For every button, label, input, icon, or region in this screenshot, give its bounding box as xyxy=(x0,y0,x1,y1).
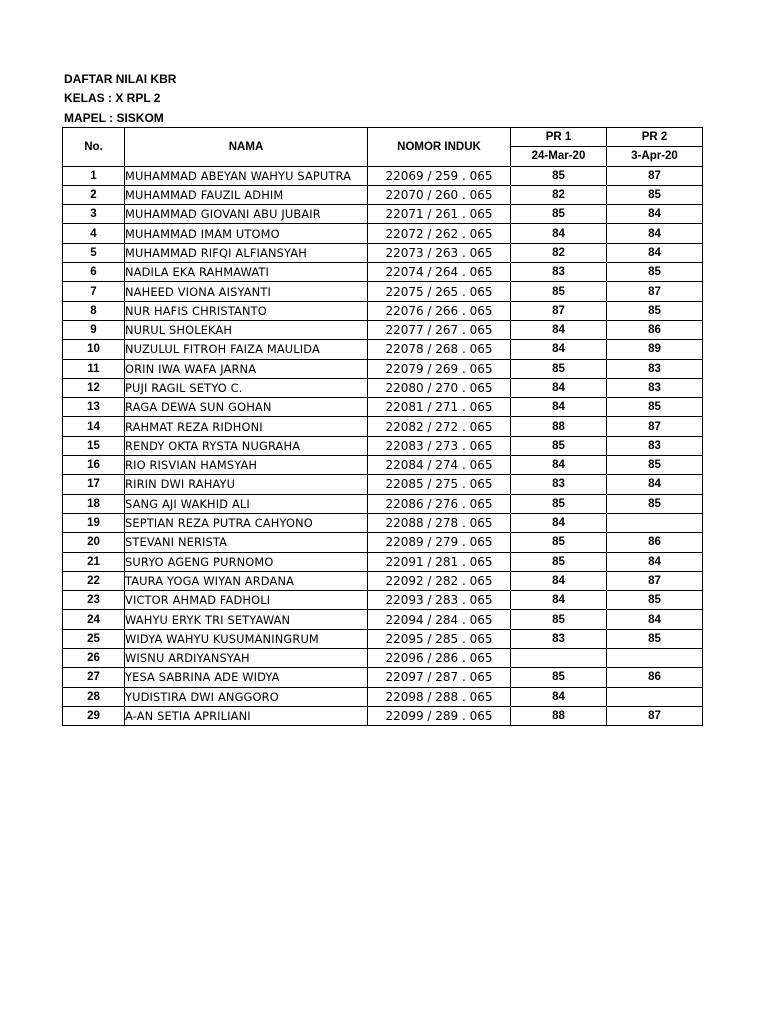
score-pr2: 86 xyxy=(607,320,703,339)
table-row xyxy=(63,436,703,455)
row-number: 12 xyxy=(63,378,125,397)
row-number: 25 xyxy=(63,629,125,648)
student-id: 22083 / 273 . 065 xyxy=(368,436,511,455)
student-id: 22088 / 278 . 065 xyxy=(368,513,511,532)
table-row xyxy=(63,378,703,397)
score-pr2: 87 xyxy=(607,282,703,301)
student-name: NADILA EKA RAHMAWATI xyxy=(125,263,368,282)
score-pr2: 84 xyxy=(607,610,703,629)
score-pr1: 88 xyxy=(511,417,607,436)
table-row xyxy=(63,571,703,590)
student-name: RIRIN DWI RAHAYU xyxy=(125,475,368,494)
student-name: MUHAMMAD IMAM UTOMO xyxy=(125,224,368,243)
score-pr2: 85 xyxy=(607,629,703,648)
student-id: 22085 / 275 . 065 xyxy=(368,475,511,494)
score-pr2: 85 xyxy=(607,398,703,417)
score-pr2: 85 xyxy=(607,301,703,320)
student-id: 22095 / 285 . 065 xyxy=(368,629,511,648)
student-id: 22080 / 270 . 065 xyxy=(368,378,511,397)
table-row xyxy=(63,205,703,224)
score-pr1: 88 xyxy=(511,706,607,725)
student-id: 22099 / 289 . 065 xyxy=(368,706,511,725)
score-pr1: 84 xyxy=(511,591,607,610)
row-number: 18 xyxy=(63,494,125,513)
score-pr2: 87 xyxy=(607,571,703,590)
score-pr1: 85 xyxy=(511,436,607,455)
table-row xyxy=(63,224,703,243)
column-header-nomor-induk: NOMOR INDUK xyxy=(368,128,511,167)
student-name: A-AN SETIA APRILIANI xyxy=(125,706,368,725)
score-pr1: 85 xyxy=(511,494,607,513)
table-row xyxy=(63,263,703,282)
student-id: 22079 / 269 . 065 xyxy=(368,359,511,378)
score-pr2: 83 xyxy=(607,378,703,397)
student-id: 22084 / 274 . 065 xyxy=(368,456,511,475)
student-name: YUDISTIRA DWI ANGGORO xyxy=(125,687,368,706)
row-number: 21 xyxy=(63,552,125,571)
table-row xyxy=(63,706,703,725)
table-row xyxy=(63,166,703,185)
row-number: 22 xyxy=(63,571,125,590)
table-row xyxy=(63,320,703,339)
class-label: KELAS : X RPL 2 xyxy=(64,91,161,106)
student-id: 22089 / 279 . 065 xyxy=(368,533,511,552)
score-pr1: 84 xyxy=(511,224,607,243)
table-row xyxy=(63,591,703,610)
row-number: 20 xyxy=(63,533,125,552)
score-pr2: 83 xyxy=(607,359,703,378)
score-pr2: 85 xyxy=(607,591,703,610)
row-number: 17 xyxy=(63,475,125,494)
row-number: 10 xyxy=(63,340,125,359)
student-name: SURYO AGENG PURNOMO xyxy=(125,552,368,571)
score-pr1: 83 xyxy=(511,263,607,282)
score-pr1: 83 xyxy=(511,629,607,648)
row-number: 6 xyxy=(63,263,125,282)
row-number: 14 xyxy=(63,417,125,436)
score-pr2: 84 xyxy=(607,205,703,224)
score-pr2 xyxy=(607,513,703,532)
table-row xyxy=(63,243,703,262)
student-id: 22071 / 261 . 065 xyxy=(368,205,511,224)
score-pr2: 84 xyxy=(607,243,703,262)
student-id: 22072 / 262 . 065 xyxy=(368,224,511,243)
student-id: 22096 / 286 . 065 xyxy=(368,649,511,668)
row-number: 7 xyxy=(63,282,125,301)
student-name: TAURA YOGA WIYAN ARDANA xyxy=(125,571,368,590)
student-name: RIO RISVIAN HAMSYAH xyxy=(125,456,368,475)
table-row xyxy=(63,398,703,417)
student-name: NAHEED VIONA AISYANTI xyxy=(125,282,368,301)
score-pr1: 84 xyxy=(511,340,607,359)
student-name: MUHAMMAD GIOVANI ABU JUBAIR xyxy=(125,205,368,224)
table-row xyxy=(63,359,703,378)
score-pr1: 85 xyxy=(511,533,607,552)
row-number: 15 xyxy=(63,436,125,455)
student-id: 22082 / 272 . 065 xyxy=(368,417,511,436)
score-pr1: 84 xyxy=(511,513,607,532)
student-name: WAHYU ERYK TRI SETYAWAN xyxy=(125,610,368,629)
score-pr2: 89 xyxy=(607,340,703,359)
column-header-pr2: PR 2 xyxy=(607,128,703,147)
score-pr1: 85 xyxy=(511,552,607,571)
score-pr1: 84 xyxy=(511,378,607,397)
subject-label: MAPEL : SISKOM xyxy=(64,110,164,125)
student-name: SANG AJI WAKHID ALI xyxy=(125,494,368,513)
student-id: 22069 / 259 . 065 xyxy=(368,166,511,185)
student-name: STEVANI NERISTA xyxy=(125,533,368,552)
row-number: 5 xyxy=(63,243,125,262)
student-name: WISNU ARDIYANSYAH xyxy=(125,649,368,668)
score-pr2: 84 xyxy=(607,475,703,494)
row-number: 2 xyxy=(63,185,125,204)
table-row xyxy=(63,456,703,475)
student-name: MUHAMMAD FAUZIL ADHIM xyxy=(125,185,368,204)
row-number: 13 xyxy=(63,398,125,417)
table-row xyxy=(63,513,703,532)
score-pr1: 84 xyxy=(511,687,607,706)
score-pr1: 84 xyxy=(511,456,607,475)
score-pr2: 85 xyxy=(607,263,703,282)
table-row xyxy=(63,301,703,320)
score-pr2: 87 xyxy=(607,417,703,436)
student-id: 22093 / 283 . 065 xyxy=(368,591,511,610)
score-pr2: 84 xyxy=(607,552,703,571)
column-header-pr1: PR 1 xyxy=(511,128,607,147)
score-pr1: 87 xyxy=(511,301,607,320)
student-name: PUJI RAGIL SETYO C. xyxy=(125,378,368,397)
table-row xyxy=(63,629,703,648)
student-name: SEPTIAN REZA PUTRA CAHYONO xyxy=(125,513,368,532)
student-name: YESA SABRINA ADE WIDYA xyxy=(125,668,368,687)
table-row xyxy=(63,475,703,494)
document-title: DAFTAR NILAI KBR xyxy=(64,72,177,86)
column-header-nama: NAMA xyxy=(125,128,368,167)
score-pr1: 85 xyxy=(511,610,607,629)
score-pr1: 85 xyxy=(511,668,607,687)
row-number: 29 xyxy=(63,706,125,725)
student-name: RAHMAT REZA RIDHONI xyxy=(125,417,368,436)
score-pr1: 82 xyxy=(511,185,607,204)
row-number: 27 xyxy=(63,668,125,687)
score-pr1: 85 xyxy=(511,166,607,185)
table-row xyxy=(63,185,703,204)
score-pr2: 84 xyxy=(607,224,703,243)
student-id: 22081 / 271 . 065 xyxy=(368,398,511,417)
student-id: 22094 / 284 . 065 xyxy=(368,610,511,629)
row-number: 11 xyxy=(63,359,125,378)
row-number: 4 xyxy=(63,224,125,243)
score-pr1: 82 xyxy=(511,243,607,262)
row-number: 9 xyxy=(63,320,125,339)
student-id: 22076 / 266 . 065 xyxy=(368,301,511,320)
row-number: 3 xyxy=(63,205,125,224)
student-id: 22070 / 260 . 065 xyxy=(368,185,511,204)
score-pr1: 85 xyxy=(511,282,607,301)
student-name: RENDY OKTA RYSTA NUGRAHA xyxy=(125,436,368,455)
score-pr1: 84 xyxy=(511,571,607,590)
student-id: 22091 / 281 . 065 xyxy=(368,552,511,571)
row-number: 24 xyxy=(63,610,125,629)
score-pr2: 83 xyxy=(607,436,703,455)
table-row xyxy=(63,552,703,571)
score-pr2: 87 xyxy=(607,706,703,725)
student-id: 22074 / 264 . 065 xyxy=(368,263,511,282)
score-pr2: 85 xyxy=(607,185,703,204)
student-id: 22086 / 276 . 065 xyxy=(368,494,511,513)
score-pr1: 85 xyxy=(511,359,607,378)
score-pr2 xyxy=(607,649,703,668)
table-body xyxy=(63,166,703,726)
document-header xyxy=(64,70,176,128)
table-row xyxy=(63,610,703,629)
row-number: 1 xyxy=(63,166,125,185)
student-name: WIDYA WAHYU KUSUMANINGRUM xyxy=(125,629,368,648)
score-pr2: 86 xyxy=(607,668,703,687)
score-pr1: 84 xyxy=(511,398,607,417)
student-id: 22078 / 268 . 065 xyxy=(368,340,511,359)
student-name: NUZULUL FITROH FAIZA MAULIDA xyxy=(125,340,368,359)
score-pr1: 83 xyxy=(511,475,607,494)
column-header-no: No. xyxy=(63,128,125,167)
student-name: NURUL SHOLEKAH xyxy=(125,320,368,339)
table-row xyxy=(63,668,703,687)
student-id: 22073 / 263 . 065 xyxy=(368,243,511,262)
student-name: MUHAMMAD ABEYAN WAHYU SAPUTRA xyxy=(125,166,368,185)
column-header-pr1-date: 24-Mar-20 xyxy=(511,147,607,166)
row-number: 19 xyxy=(63,513,125,532)
student-name: ORIN IWA WAFA JARNA xyxy=(125,359,368,378)
table-row xyxy=(63,282,703,301)
table-row xyxy=(63,340,703,359)
table-row xyxy=(63,649,703,668)
row-number: 16 xyxy=(63,456,125,475)
grades-table xyxy=(62,127,703,726)
row-number: 23 xyxy=(63,591,125,610)
score-pr1 xyxy=(511,649,607,668)
column-header-pr2-date: 3-Apr-20 xyxy=(607,147,703,166)
table-row xyxy=(63,417,703,436)
student-id: 22075 / 265 . 065 xyxy=(368,282,511,301)
row-number: 26 xyxy=(63,649,125,668)
table-row xyxy=(63,687,703,706)
student-id: 22092 / 282 . 065 xyxy=(368,571,511,590)
table-header xyxy=(63,128,703,167)
table-row xyxy=(63,494,703,513)
score-pr1: 84 xyxy=(511,320,607,339)
student-id: 22077 / 267 . 065 xyxy=(368,320,511,339)
student-name: MUHAMMAD RIFQI ALFIANSYAH xyxy=(125,243,368,262)
score-pr2: 85 xyxy=(607,494,703,513)
row-number: 8 xyxy=(63,301,125,320)
table-row xyxy=(63,533,703,552)
score-pr2: 86 xyxy=(607,533,703,552)
student-name: VICTOR AHMAD FADHOLI xyxy=(125,591,368,610)
student-id: 22098 / 288 . 065 xyxy=(368,687,511,706)
student-name: NUR HAFIS CHRISTANTO xyxy=(125,301,368,320)
student-name: RAGA DEWA SUN GOHAN xyxy=(125,398,368,417)
score-pr2 xyxy=(607,687,703,706)
row-number: 28 xyxy=(63,687,125,706)
score-pr1: 85 xyxy=(511,205,607,224)
student-id: 22097 / 287 . 065 xyxy=(368,668,511,687)
score-pr2: 85 xyxy=(607,456,703,475)
score-pr2: 87 xyxy=(607,166,703,185)
